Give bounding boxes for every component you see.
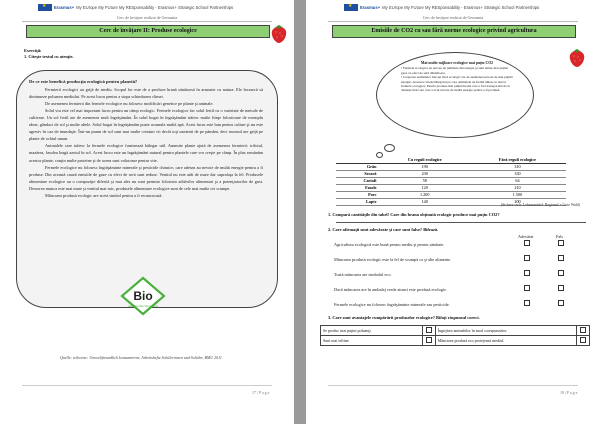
co2-table xyxy=(336,157,566,206)
table-row xyxy=(336,163,566,170)
page-number: 17 | P a g e xyxy=(252,390,270,395)
right-page xyxy=(306,0,600,424)
options-table xyxy=(320,325,590,346)
divider xyxy=(328,385,578,386)
exercise-instruction: 1. Citeşte textul cu atenţie. xyxy=(24,54,74,59)
page-number: 18 | P a g e xyxy=(560,390,578,395)
header xyxy=(38,3,233,11)
option-text: Sunt mai ieftine. xyxy=(321,336,423,346)
statement: Mâncarea produsă ecologic este la fel de scumpă ca şi alte alimente. xyxy=(334,257,452,262)
question-3: 3. Care sunt avantajele cumpărării produselor ecologice? Bifaţi răspunsul corect. xyxy=(328,315,480,320)
text-paragraph: Solul viu este cel mai important lucru pentru un câmp ecologic. Fermele ecologice fac solul fertil cu o varietate de metode de cultivare. Un sol fertil are de asemenea mult îngrăşământ. În solul bogat în îngrăşământ trăiesc multe fiinţe folositoare de exemplu râme, gândaci de sol şi multe altele. Solul bogat în îngrăşământ poate acumula multă apă. Acest lucru este bun pentru culturi şi nu este agresiv în caz de inundaţie. Într-un pumn de sol sunt mai multe creaturi vii decât toţi oamenii de pe pământ, deci sezonul are grijă pe plante de ochiul uman. xyxy=(29,108,263,142)
statement: Fermele ecologice nu folosesc îngrăşăminte minerale sau pesticide. xyxy=(334,302,450,307)
text-paragraph: De asemenea fermierii din fermele ecologice nu folosesc modificări genetice pe plante şi animale. xyxy=(45,101,214,107)
header-brand: Erasmus+ xyxy=(360,4,381,10)
table-cell: 210 xyxy=(469,184,566,191)
table-cell: Lapte xyxy=(336,198,380,205)
false-checkbox[interactable] xyxy=(558,270,564,276)
left-subheader: Cerc de învăţare realizat de Germania xyxy=(116,15,178,20)
bubble-line: • Creşterea animalelor într-un mod ecologic are de asemenea nevoie de mai puţină energie, deoarece vitele/bălegarul pe care animalele de fermă trăiesc le dau la fermele ecologice. Pentru produse mai puţină hrană care a fost transportată de la distanţe mari sau care a avut nevoie de multă energie pentru a fi produsă. xyxy=(401,75,513,93)
bio-logo xyxy=(120,276,166,316)
table-cell: 120 xyxy=(380,184,469,191)
svg-text:Bio: Bio xyxy=(133,289,153,303)
false-checkbox[interactable] xyxy=(558,240,564,246)
table-cell: 330 xyxy=(469,170,566,177)
strawberry-icon xyxy=(270,22,288,44)
info-bubble xyxy=(376,52,534,138)
false-header: Fals xyxy=(556,234,563,239)
right-page-title: Emisiile de CO2 cu sau fără norme ecologice privind agricultura xyxy=(332,25,576,38)
table-cell: Secară xyxy=(336,170,380,177)
header xyxy=(344,3,539,11)
table-row xyxy=(321,326,590,336)
text-paragraph: Fermele ecologice nu folosesc îngrăşăminte minerale şi pesticide chimice, care adesea au nevoie de multă energie pentru a fi produse. Din această cauză emisiile de gaze cu efect de seră sunt reduse. Ventiul nu este atât de mare dar suprafaţa la fel. Produsele alimentare ecologice au o compoziţie diferită şi mai ales nu sunt permise folosirea aditivilor alimentari şi a potenţiatorilor de gust. Desrorea munca este mai mare şi ventiul mai mic, produsele alimentare ecologice sunt de cele mai multe ori scumpe. xyxy=(29,164,263,191)
right-subheader: Cerc de învăţare realizat de Germania xyxy=(422,15,484,20)
text-paragraph: Animalele care trăiesc la fermele ecologice furnizează bălegar util. Anumite plante ajută de asemenea fermierii: trifoiul, mazărea, fasolea leagă azotul în sol. Acest lucru este un îngrăşământ natural pentru plantele care vor creşte pe câmp. În plus semănăm acestor plante, conţin multe proteine şi de aceea sunt valoroase pentru vite. xyxy=(29,143,263,163)
table-cell: 64 xyxy=(469,177,566,184)
table-cell: 190 xyxy=(380,163,469,170)
bubble-title: Mai multe mijloace ecologice mai puţin CO2 xyxy=(420,61,494,65)
option-checkbox-cell[interactable] xyxy=(422,336,435,346)
false-checkbox[interactable] xyxy=(558,300,564,306)
text-paragraph: Mâncarea produsă ecologic are acest simbol pentru a fi recunoscută: xyxy=(45,192,163,198)
table-cell: Fasole xyxy=(336,184,380,191)
statement: Toată mâncarea are simbolul eco. xyxy=(334,272,392,277)
svg-text:nach EG-Öko-Verordnung: nach EG-Öko-Verordnung xyxy=(128,305,158,308)
strawberry-icon xyxy=(568,46,586,68)
table-cell: 230 xyxy=(380,170,469,177)
answer-line[interactable] xyxy=(336,222,586,223)
table-row xyxy=(336,170,566,177)
true-checkbox[interactable] xyxy=(524,285,530,291)
exercise-label: Exerciţii: xyxy=(24,48,42,53)
table-cell: 140 xyxy=(380,198,469,205)
header-tagline: My EUrope My FUture My RESponsability - Erasmus+ Strategic School Partnerships xyxy=(76,4,234,10)
true-header: Adevărat xyxy=(518,234,534,239)
header-brand: Erasmus+ xyxy=(54,4,75,10)
true-checkbox[interactable] xyxy=(524,300,530,306)
option-checkbox-cell[interactable] xyxy=(422,326,435,336)
table-cell: Cartofi xyxy=(336,177,380,184)
statement: Dacă mâncarea are în ambalaj verde atunci este produsă ecologic. xyxy=(334,287,448,292)
text-paragraph: Fermierii ecologici au grijă de mediu. Scopul lor este de a produce hrană sănătoasă în armonie cu natura. Ele încearcă să diminueze poluarea mediului. Pe acest lucru pentru a stopa schimbarea climei. xyxy=(29,87,263,100)
option-text: Mâncarea produsă eco protejează mediul. xyxy=(435,336,576,346)
option-checkbox[interactable] xyxy=(426,337,432,343)
table-cell: 1.500 xyxy=(469,191,566,198)
table-cell: 58 xyxy=(380,177,469,184)
table-row xyxy=(336,177,566,184)
option-checkbox[interactable] xyxy=(426,327,432,333)
text-question: De ce este benefică producţia ecologică pentru planetă? xyxy=(29,79,138,84)
false-checkbox[interactable] xyxy=(558,255,564,261)
option-checkbox-cell[interactable] xyxy=(577,326,590,336)
table-row xyxy=(321,336,590,346)
bubble-line: • Fermele ecologice au nevoie de jumătate din energie şi sunt emise mai puţine gaze cu efect de seră dăunătoare. xyxy=(401,66,509,75)
option-checkbox[interactable] xyxy=(580,327,586,333)
bubble-tail xyxy=(384,144,395,152)
option-text: Îngrijirea animalelor în mod corespunzător. xyxy=(435,326,576,336)
table-cell: Porc xyxy=(336,191,380,198)
question-1: 1. Compară cantităţile din tabel! Care din hrana obţinută ecologic produce mai puţin CO2? xyxy=(328,212,500,217)
table-source: (Sichere rach: Lebensmittel: Regional + Gute Wahl) xyxy=(500,203,580,207)
divider xyxy=(22,385,272,386)
true-checkbox[interactable] xyxy=(524,270,530,276)
option-text: Se produc mai puţini poluanţi. xyxy=(321,326,423,336)
source-citation: Quelle: teilweise: Umweltfreundlich konsumieren, Arbeitshefte Schülerinnen und Schüler, BMU 2011 xyxy=(60,355,222,360)
question-2: 2. Care afirmaţii sunt adevărate şi care sunt false? Bifează. xyxy=(328,227,439,232)
option-checkbox[interactable] xyxy=(580,337,586,343)
left-page-title: Cerc de învăţare II: Produse ecologice xyxy=(26,25,270,38)
divider xyxy=(22,21,272,22)
true-checkbox[interactable] xyxy=(524,240,530,246)
table-cell: 310 xyxy=(469,163,566,170)
text-cloud xyxy=(16,70,278,308)
true-checkbox[interactable] xyxy=(524,255,530,261)
false-checkbox[interactable] xyxy=(558,285,564,291)
divider xyxy=(328,21,578,22)
eu-flag-icon xyxy=(344,4,358,11)
statement: Agricultura ecologică este bună pentru mediu şi pentru sănătate. xyxy=(334,242,445,247)
option-checkbox-cell[interactable] xyxy=(577,336,590,346)
eu-flag-icon xyxy=(38,4,52,11)
table-header: Fără reguli ecologice xyxy=(469,157,566,163)
table-header: Cu reguli ecologice xyxy=(380,157,469,163)
table-cell: 1.200 xyxy=(380,191,469,198)
table-row xyxy=(336,191,566,198)
left-page xyxy=(0,0,294,424)
table-cell: Grâu xyxy=(336,163,380,170)
header-tagline: My EUrope My FUture My RESponsability - Erasmus+ Strategic School Partnerships xyxy=(382,4,540,10)
table-row xyxy=(336,184,566,191)
table-cell: 200 xyxy=(469,198,566,205)
